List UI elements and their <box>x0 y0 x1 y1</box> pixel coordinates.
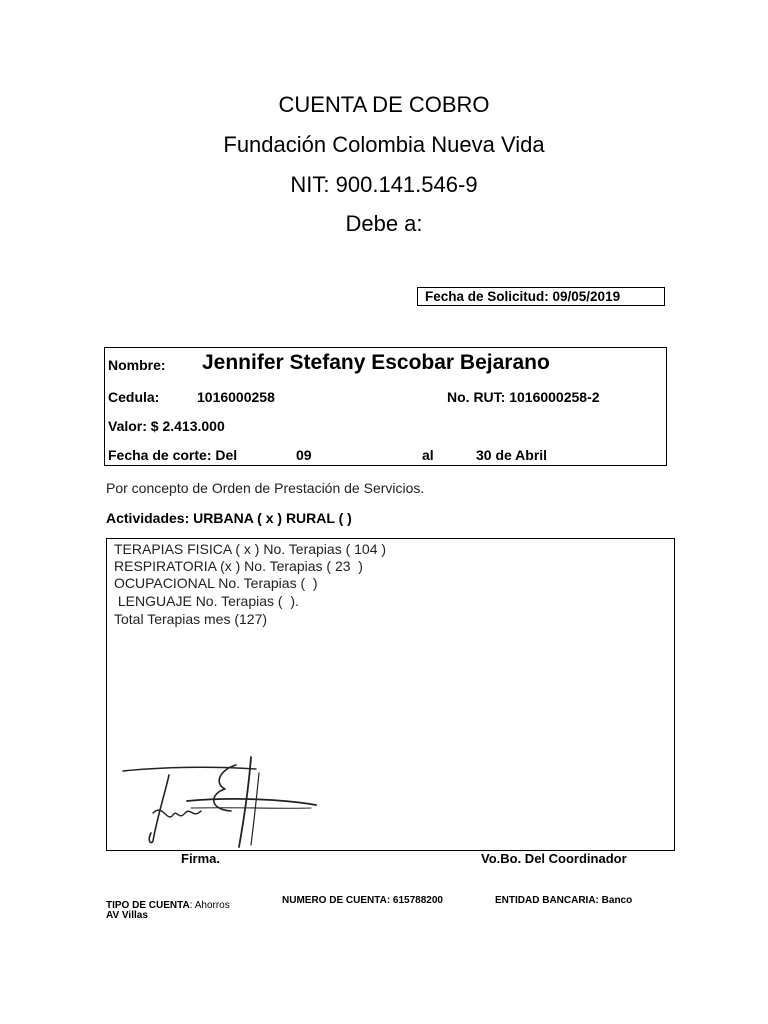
actividades-line: Actividades: URBANA ( x ) RURAL ( ) <box>106 510 352 526</box>
debe-line: Debe a: <box>345 211 423 236</box>
nombre-value: Jennifer Stefany Escobar Bejarano <box>202 351 550 374</box>
entidad-bancaria: ENTIDAD BANCARIA: Banco <box>495 895 633 906</box>
tipo-cuenta-label: TIPO DE CUENTA <box>106 900 190 911</box>
numero-cuenta: NUMERO DE CUENTA: 615788200 <box>282 895 443 906</box>
concepto-line: Por concepto de Orden de Prestación de Servicios. <box>106 480 425 496</box>
entidad-bancaria-cont: AV Villas <box>106 910 148 921</box>
document-title: CUENTA DE COBRO <box>278 92 490 117</box>
vobo-label: Vo.Bo. Del Coordinador <box>481 851 627 866</box>
valor-line: Valor: $ 2.413.000 <box>108 418 225 434</box>
terapia-lenguaje-line: LENGUAJE No. Terapias ( ). <box>114 593 299 609</box>
terapia-ocupacional-line: OCUPACIONAL No. Terapias ( ) <box>114 575 318 591</box>
cedula-value: 1016000258 <box>197 389 275 405</box>
handwritten-signature <box>121 753 321 848</box>
terapia-respiratoria-line: RESPIRATORIA (x ) No. Terapias ( 23 ) <box>114 558 363 574</box>
organization-name: Fundación Colombia Nueva Vida <box>223 132 545 157</box>
firma-label: Firma. <box>181 851 221 866</box>
tipo-cuenta-value: : Ahorros <box>189 900 230 911</box>
fecha-solicitud-box: Fecha de Solicitud: 09/05/2019 <box>417 287 665 306</box>
cedula-label: Cedula: <box>108 389 160 405</box>
beneficiary-info-box <box>104 347 667 466</box>
terapia-fisica-line: TERAPIAS FISICA ( x ) No. Terapias ( 104 ) <box>114 541 387 557</box>
fecha-corte-al: 30 de Abril <box>476 447 548 463</box>
nombre-label: Nombre: <box>108 357 166 373</box>
total-terapias-line: Total Terapias mes (127) <box>114 611 268 627</box>
terapias-box <box>106 538 675 851</box>
nit-line: NIT: 900.141.546-9 <box>290 172 478 197</box>
fecha-corte-del: 09 <box>296 447 312 463</box>
rut-value: No. RUT: 1016000258-2 <box>447 389 600 405</box>
fecha-corte-label: Fecha de corte: Del <box>108 447 238 463</box>
fecha-corte-al-label: al <box>422 447 434 463</box>
